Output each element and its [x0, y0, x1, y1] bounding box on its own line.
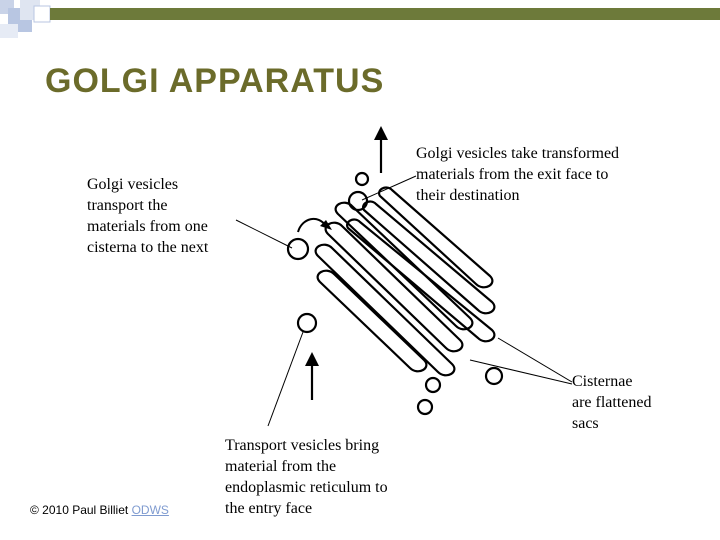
vesicle: [356, 173, 368, 185]
entry-arrow-head: [305, 352, 319, 366]
label-entry-face: Transport vesicles bring material from the endoplasmic reticulum to the entry face: [225, 437, 388, 517]
vesicle: [486, 368, 502, 384]
credit-link[interactable]: ODWS: [131, 503, 169, 517]
vesicle: [298, 314, 316, 332]
label-exit-face: Golgi vesicles take transformed materials from the exit face to their destination: [416, 145, 620, 204]
pointer-entry: [268, 332, 303, 426]
label-vesicles-between-cisternae: Golgi vesicles transport the materials from one cisterna to the next: [87, 176, 209, 256]
vesicle: [426, 378, 440, 392]
slide-title: GOLGI APPARATUS: [45, 62, 385, 100]
vesicle: [288, 239, 308, 259]
vesicle: [418, 400, 432, 414]
credit-text: © 2010 Paul Billiet: [30, 503, 132, 517]
exit-arrow-head: [374, 126, 388, 140]
vesicle: [349, 192, 367, 210]
copyright-credit: [30, 503, 169, 517]
pointer-transport: [236, 220, 292, 248]
pointer-exit: [362, 176, 416, 200]
label-cisternae: Cisternae are flattened sacs: [572, 373, 652, 432]
cisternae-stack: [316, 188, 495, 376]
pointer-cisternae-2: [470, 360, 572, 384]
